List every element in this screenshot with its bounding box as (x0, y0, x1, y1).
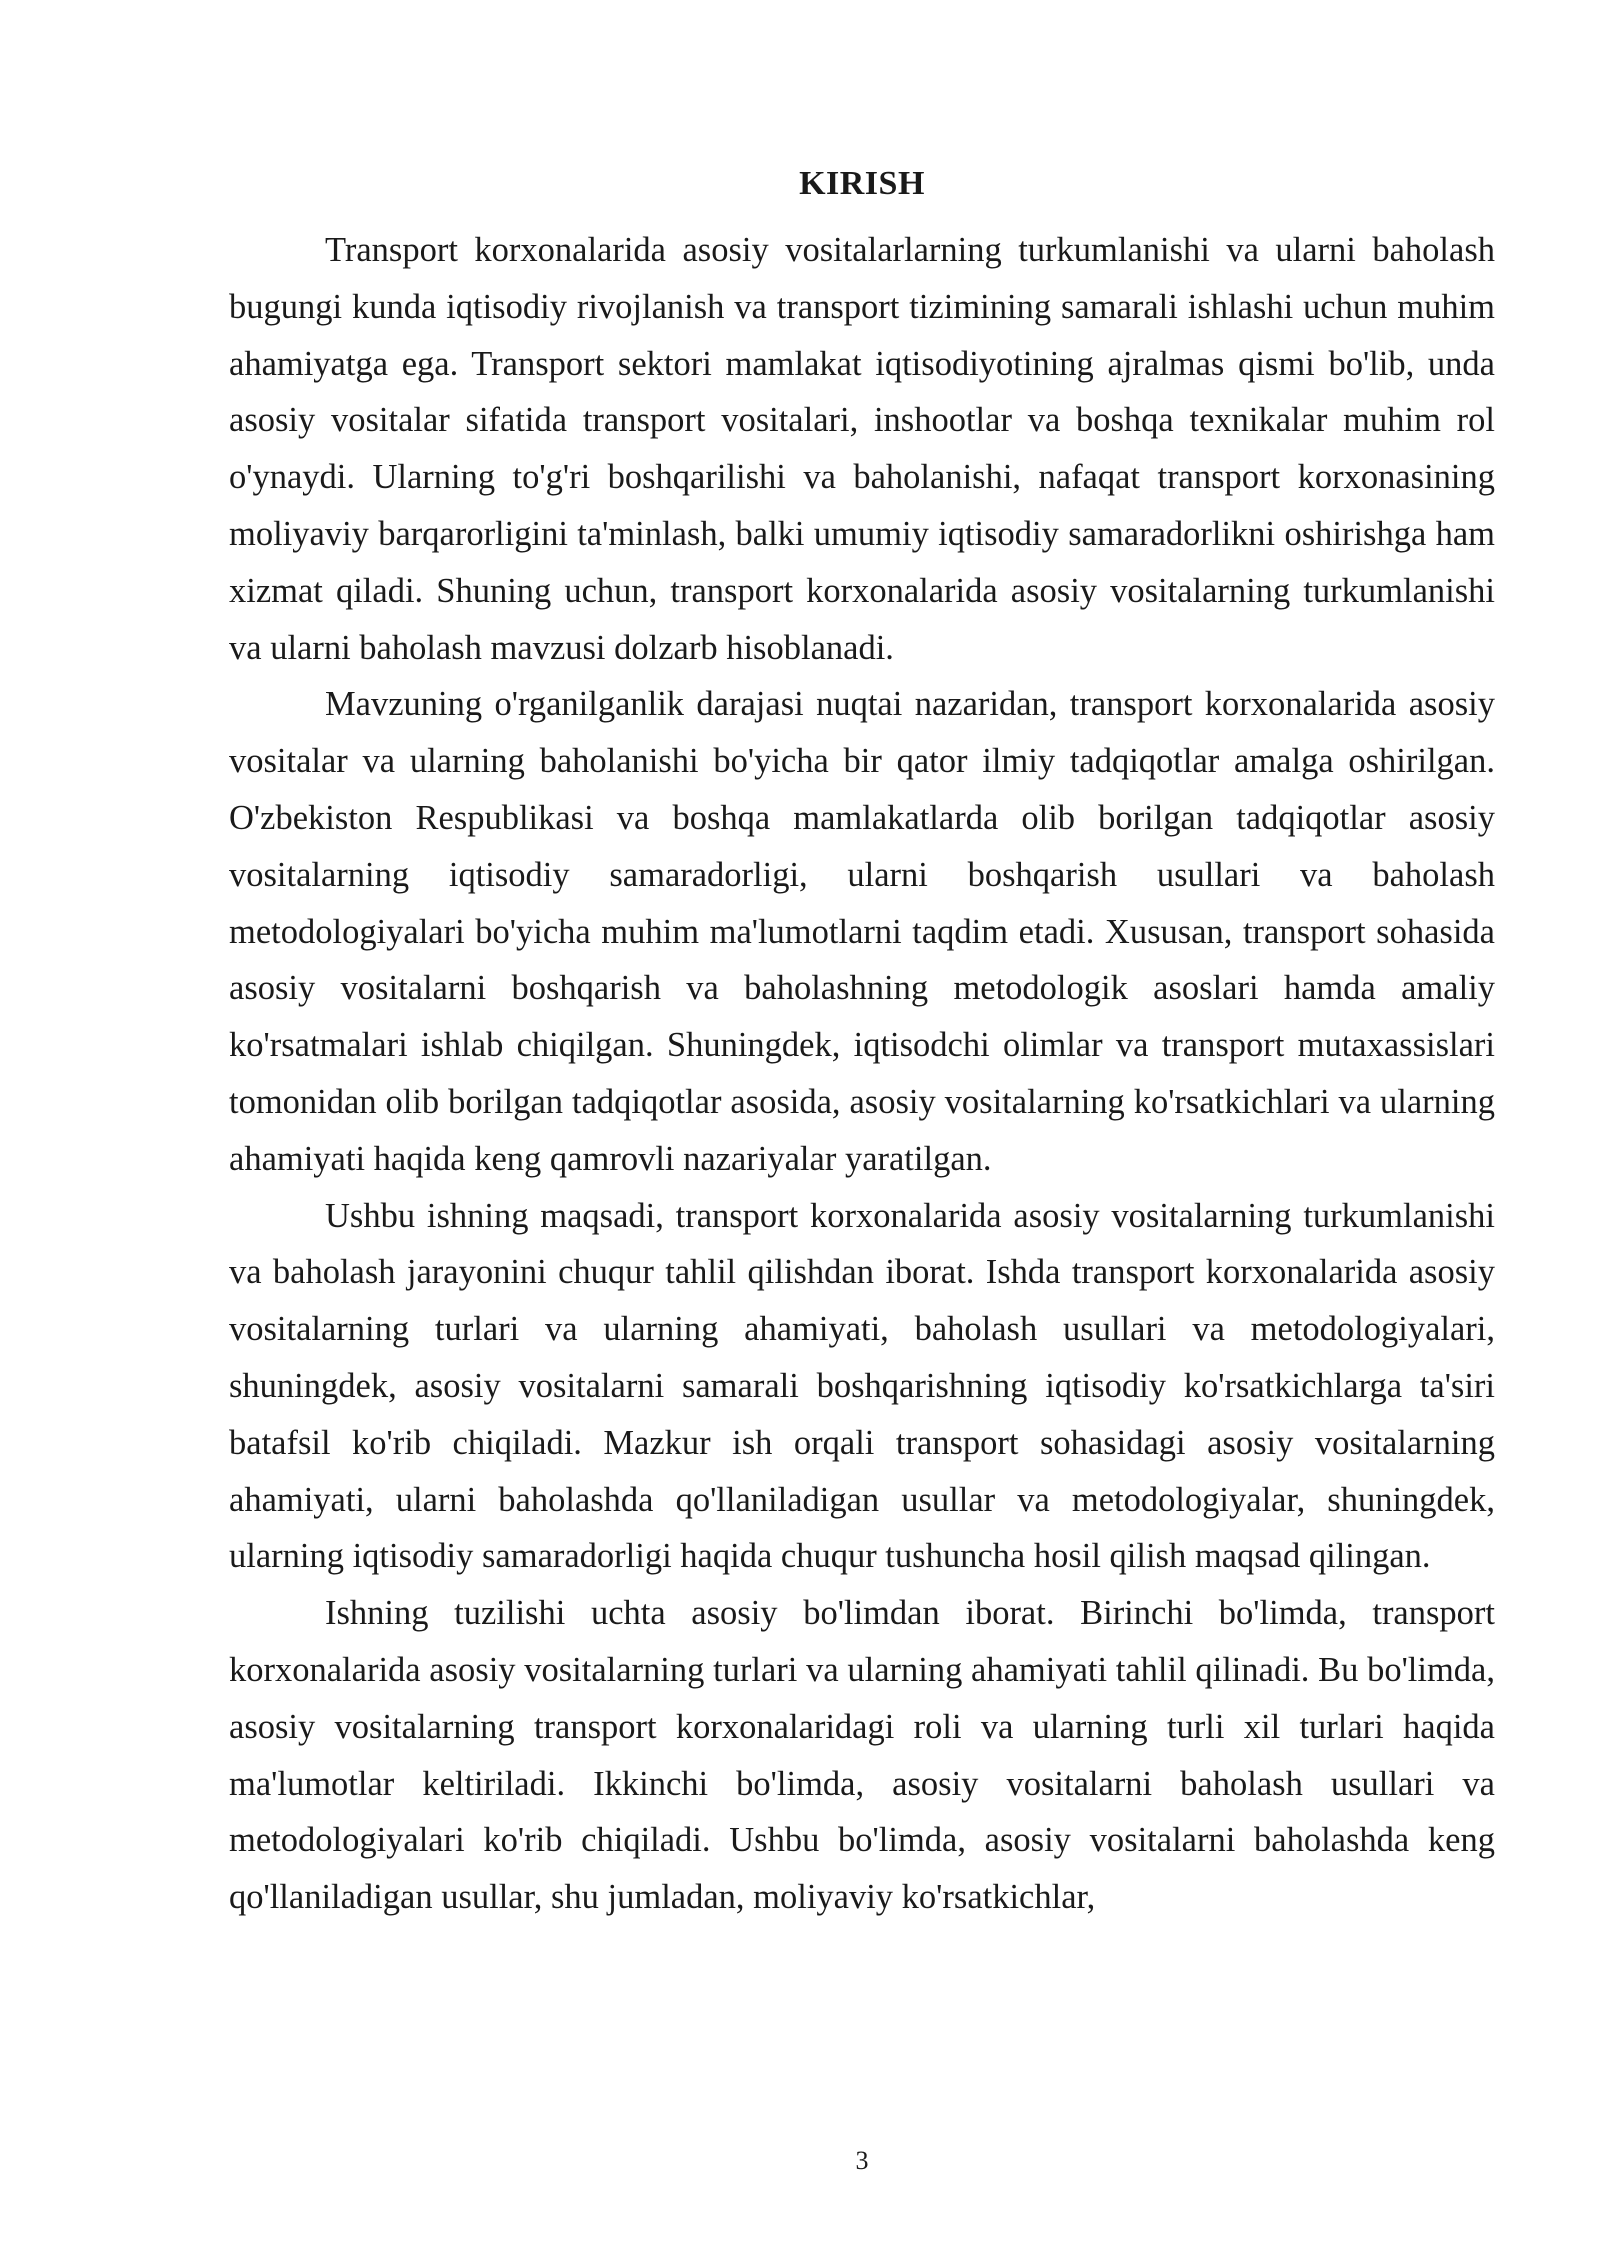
document-page (229, 160, 1495, 1926)
paragraph-intro: Transport korxonalarida asosiy vositalarlarning turkumlanishi va ularni baholash bugungi kunda iqtisodiy rivojlanish va transport tizimining samarali ishlashi uchun muhim ahamiyatga ega. Transport sektori mamlakat iqtisodiyotining ajralmas qismi bo'lib, unda asosiy vositalar sifatida transport vositalari, inshootlar va boshqa texnikalar muhim rol o'ynaydi. Ularning to'g'ri boshqarilishi va baholanishi, nafaqat transport korxonasining moliyaviy barqarorligini ta'minlash, balki umumiy iqtisodiy samaradorlikni oshirishga ham xizmat qiladi. Shuning uchun, transport korxonalarida asosiy vositalarning turkumlanishi va ularni baholash mavzusi dolzarb hisoblanadi. (229, 231, 1495, 667)
paragraph-aim: Ushbu ishning maqsadi, transport korxonalarida asosiy vositalarning turkumlanishi va baholash jarayonini chuqur tahlil qilishdan iborat. Ishda transport korxonalarida asosiy vositalarning turlari va ularning ahamiyati, baholash usullari va metodologiyalari, shuningdek, asosiy vositalarni samarali boshqarishning iqtisodiy ko'rsatkichlarga ta'siri batafsil ko'rib chiqiladi. Mazkur ish orqali transport sohasidagi asosiy vositalarning ahamiyati, ularni baholashda qo'llaniladigan usullar va metodologiyalar, shuningdek, ularning iqtisodiy samaradorligi haqida chuqur tushuncha hosil qilish maqsad qilingan. (229, 1196, 1495, 1576)
paragraph-study-degree: Mavzuning o'rganilganlik darajasi nuqtai nazaridan, transport korxonalarida asosiy vositalar va ularning baholanishi bo'yicha bir qator ilmiy tadqiqotlar amalga oshirilgan. O'zbekiston Respublikasi va boshqa mamlakatlarda olib borilgan tadqiqotlar asosiy vositalarning iqtisodiy samaradorligi, ularni boshqarish usullari va baholash metodologiyalari bo'yicha muhim ma'lumotlarni taqdim etadi. Xususan, transport sohasida asosiy vositalarni boshqarish va baholashning metodologik asoslari hamda amaliy ko'rsatmalari ishlab chiqilgan. Shuningdek, iqtisodchi olimlar va transport mutaxassislari tomonidan olib borilgan tadqiqotlar asosida, asosiy vositalarning ko'rsatkichlari va ularning ahamiyati haqida keng qamrovli nazariyalar yaratilgan. (229, 685, 1495, 1178)
section-title: KIRISH (799, 165, 925, 202)
page-number: 3 (855, 2146, 869, 2175)
paragraph-structure: Ishning tuzilishi uchta asosiy bo'limdan iborat. Birinchi bo'limda, transport korxonalarida asosiy vositalarning turlari va ularning ahamiyati tahlil qilinadi. Bu bo'limda, asosiy vositalarning transport korxonalaridagi roli va ularning turli xil turlari haqida ma'lumotlar keltiriladi. Ikkinchi bo'limda, asosiy vositalarni baholash usullari va metodologiyalari ko'rib chiqiladi. Ushbu bo'limda, asosiy vositalarni baholashda keng qo'llaniladigan usullar, shu jumladan, moliyaviy ko'rsatkichlar, (229, 1594, 1495, 1917)
